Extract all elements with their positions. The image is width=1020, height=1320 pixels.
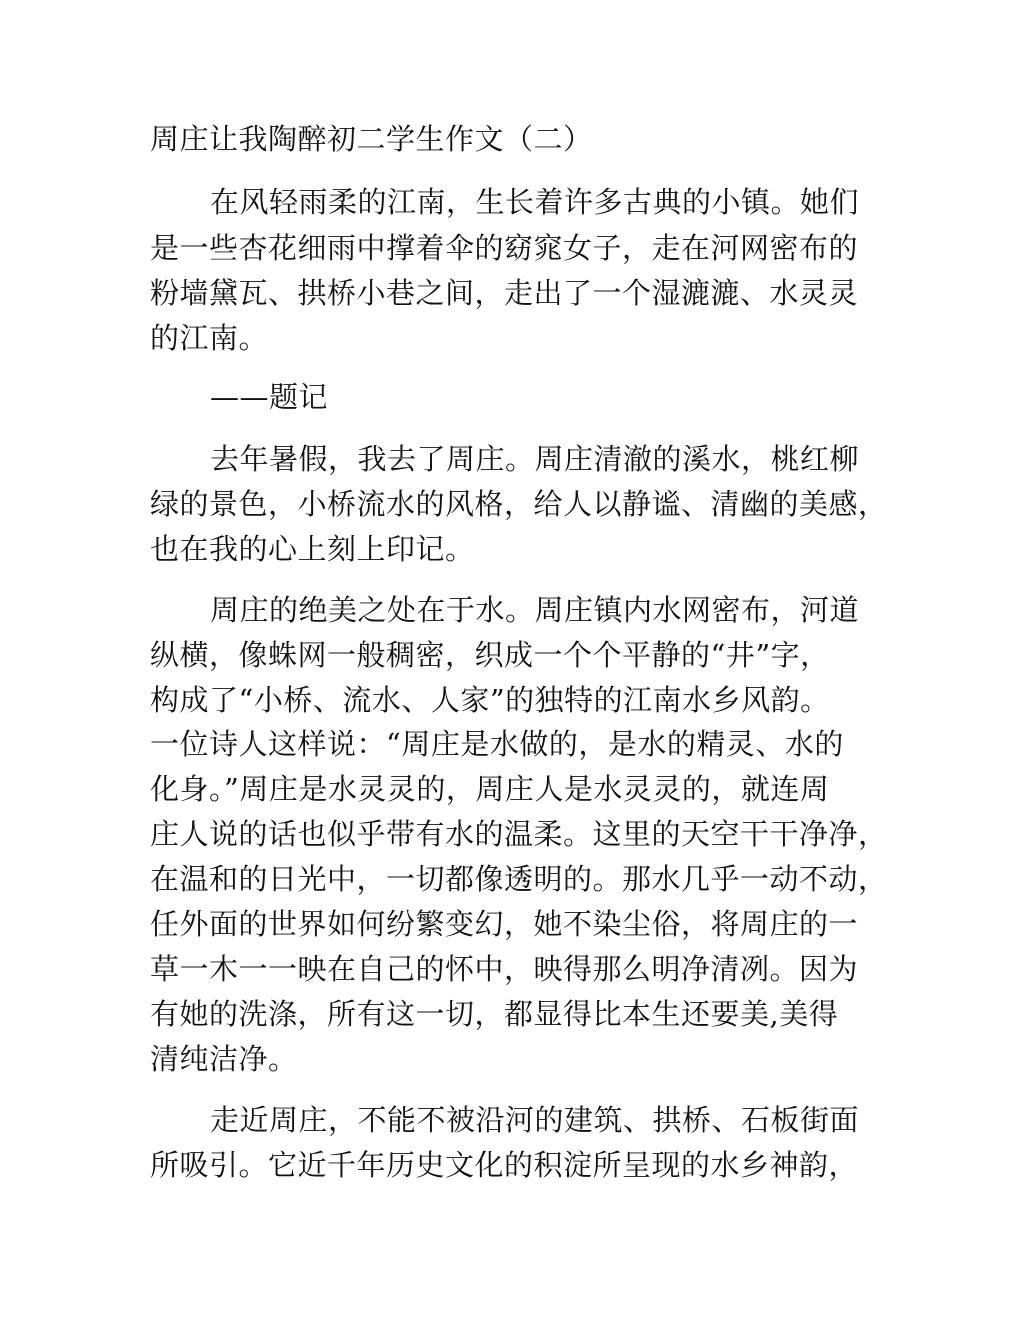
paragraph-line: 在风轻雨柔的江南，生长着许多古典的小镇。她们	[210, 185, 860, 219]
paragraph-line: 构成了“小桥、流水、人家”的独特的江南水乡风韵。	[150, 683, 830, 717]
epigraph-attribution: ——题记	[210, 380, 329, 414]
paragraph-line: 是一些杏花细雨中撑着伞的窈窕女子，走在河网密布的	[150, 231, 859, 265]
paragraph-line: 绿的景色，小桥流水的风格，给人以静谧、清幽的美感，	[150, 487, 888, 521]
paragraph-line: 纵横，像蛛网一般稠密，织成一个个平静的“井”字，	[150, 638, 830, 672]
paragraph-line: 一位诗人这样说：“周庄是水做的，是水的精灵、水的	[150, 727, 844, 761]
document-title: 周庄让我陶醉初二学生作文（二）	[150, 122, 593, 156]
paragraph-line: 也在我的心上刻上印记。	[150, 532, 475, 566]
paragraph-line: 粉墙黛瓦、拱桥小巷之间，走出了一个湿漉漉、水灵灵	[150, 276, 859, 310]
paragraph-line: 任外面的世界如何纷繁变幻，她不染尘俗，将周庄的一	[150, 907, 859, 941]
paragraph-line: 周庄的绝美之处在于水。周庄镇内水网密布，河道	[210, 593, 860, 627]
paragraph-line: 清纯洁净。	[150, 1042, 298, 1076]
paragraph-line: 所吸引。它近千年历史文化的积淀所呈现的水乡神韵，	[150, 1148, 859, 1182]
paragraph-line: 庄人说的话也似乎带有水的温柔。这里的天空干干净净，	[150, 817, 888, 851]
paragraph-line: 去年暑假，我去了周庄。周庄清澈的溪水，桃红柳	[210, 442, 860, 476]
paragraph-line: 走近周庄，不能不被沿河的建筑、拱桥、石板街面	[210, 1103, 860, 1137]
paragraph-line: 化身。”周庄是水灵灵的，周庄人是水灵灵的，就连周	[150, 772, 830, 806]
paragraph-line: 草一木一一映在自己的怀中，映得那么明净清冽。因为	[150, 952, 859, 986]
paragraph-line: 在温和的日光中，一切都像透明的。那水几乎一动不动，	[150, 862, 888, 896]
paragraph-line: 有她的洗涤，所有这一切，都显得比本生还要美,美得	[150, 997, 839, 1031]
paragraph-line: 的江南。	[150, 321, 269, 355]
